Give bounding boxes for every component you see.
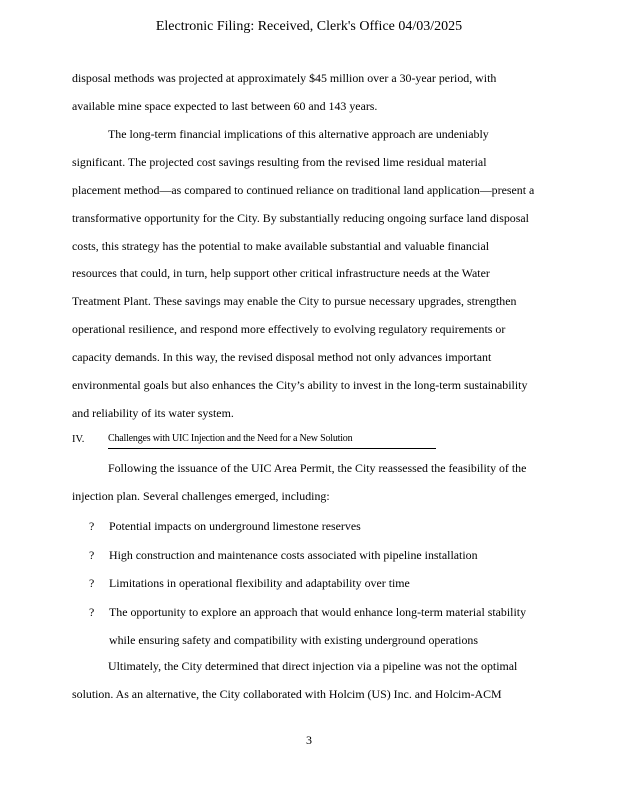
- list-item: [72, 569, 548, 598]
- filing-header: Electronic Filing: Received, Clerk's Office 04/03/2025: [155, 19, 463, 34]
- paragraph-disposal-cost: [72, 65, 548, 121]
- text-line: injection plan. Several challenges emerged, including:: [72, 488, 330, 503]
- text-line: Following the issuance of the UIC Area Permit, the City reassessed the feasibility of the: [108, 461, 527, 475]
- text-line: transformative opportunity for the City. By substantially reducing ongoing surface land disposal: [72, 210, 529, 225]
- text-line: The long-term financial implications of this alternative approach are undeniably: [108, 127, 489, 141]
- text-line: costs, this strategy has the potential to make available substantial and valuable financial: [72, 238, 490, 253]
- list-item: [72, 541, 548, 570]
- bullet-glyph: ?: [89, 547, 95, 562]
- text-line: Ultimately, the City determined that direct injection via a pipeline was not the optimal: [108, 659, 518, 673]
- challenges-list: [72, 512, 548, 655]
- section-heading: [72, 430, 472, 450]
- text-line: resources that could, in turn, help support other critical infrastructure needs at the Water: [72, 266, 490, 281]
- text-line: environmental goals but also enhances the City’s ability to invest in the long-term sustainability: [72, 378, 528, 393]
- bullet-glyph: ?: [89, 519, 95, 533]
- paragraph-financial-implications: [72, 121, 548, 428]
- list-item: [72, 598, 548, 655]
- text-line: capacity demands. In this way, the revised disposal method not only advances important: [72, 350, 492, 365]
- list-item-text: Limitations in operational flexibility and adaptability over time: [109, 576, 410, 590]
- text-line: solution. As an alternative, the City collaborated with Holcim (US) Inc. and Holcim-ACM: [72, 686, 502, 701]
- list-item-text: High construction and maintenance costs associated with pipeline installation: [109, 547, 478, 562]
- bullet-glyph: ?: [89, 604, 95, 619]
- list-item-text: while ensuring safety and compatibility with existing underground operations: [109, 633, 478, 647]
- page-number: 3: [306, 733, 312, 747]
- bullet-glyph: ?: [89, 576, 95, 590]
- section-title: Challenges with UIC Injection and the Need for a New Solution: [108, 430, 436, 449]
- list-item: [72, 512, 548, 541]
- paragraph-challenges-intro: [72, 455, 548, 511]
- text-line: and reliability of its water system.: [72, 405, 234, 420]
- list-item-text: Potential impacts on underground limestone reserves: [109, 519, 361, 533]
- text-line: available mine space expected to last between 60 and 143 years.: [72, 98, 378, 113]
- text-line: significant. The projected cost savings resulting from the revised lime residual material: [72, 154, 487, 169]
- section-number: IV.: [72, 434, 85, 445]
- text-line: Treatment Plant. These savings may enable the City to pursue necessary upgrades, strengthen: [72, 294, 517, 309]
- list-item-text: The opportunity to explore an approach that would enhance long-term material stability: [109, 604, 527, 619]
- text-line: placement method—as compared to continued reliance on traditional land application—present a: [72, 182, 535, 197]
- text-line: operational resilience, and respond more effectively to evolving regulatory requirements or: [72, 322, 506, 337]
- text-line: disposal methods was projected at approximately $45 million over a 30-year period, with: [72, 71, 497, 85]
- paragraph-conclusion: [72, 653, 548, 709]
